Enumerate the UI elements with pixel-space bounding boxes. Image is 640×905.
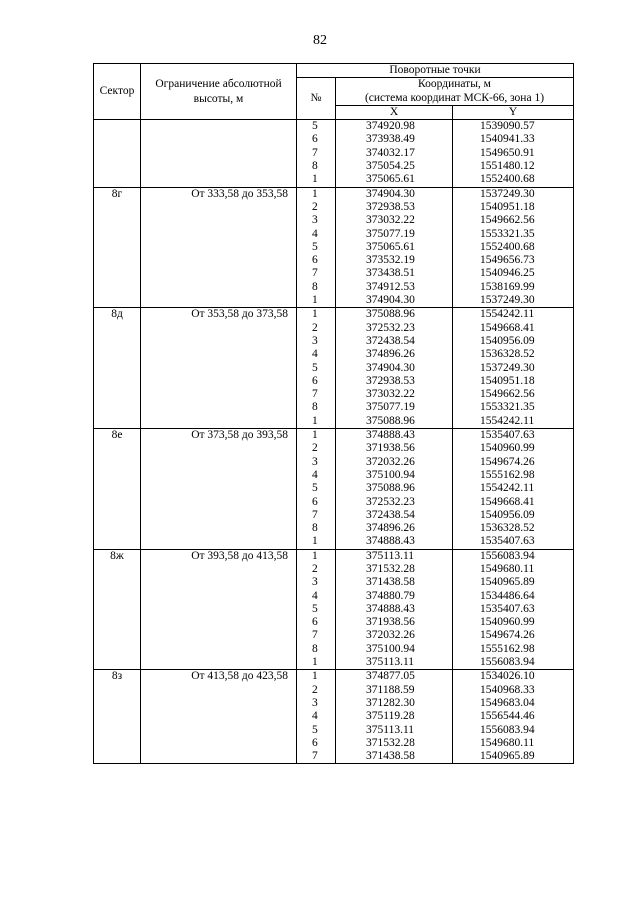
point-number-cell: 7 — [297, 267, 336, 280]
x-coordinate-cell: 372032.26 — [336, 629, 453, 642]
y-coordinate-cell: 1554242.11 — [453, 415, 574, 429]
point-number-cell: 2 — [297, 563, 336, 576]
point-number-cell: 8 — [297, 643, 336, 656]
limit-cell: От 393,58 до 413,58 — [141, 549, 297, 670]
point-number-cell: 1 — [297, 187, 336, 201]
point-number-cell: 1 — [297, 429, 336, 443]
y-coordinate-cell: 1549650.91 — [453, 147, 574, 160]
point-number-cell: 6 — [297, 496, 336, 509]
y-coordinate-cell: 1555162.98 — [453, 643, 574, 656]
y-coordinate-cell: 1537249.30 — [453, 362, 574, 375]
y-coordinate-cell: 1549662.56 — [453, 388, 574, 401]
point-number-cell: 5 — [297, 362, 336, 375]
y-coordinate-cell: 1554242.11 — [453, 308, 574, 322]
x-coordinate-cell: 371438.58 — [336, 576, 453, 589]
x-coordinate-cell: 374896.26 — [336, 522, 453, 535]
y-coordinate-cell: 1549683.04 — [453, 697, 574, 710]
y-coordinate-cell: 1552400.68 — [453, 173, 574, 187]
x-coordinate-cell: 374904.30 — [336, 187, 453, 201]
y-coordinate-cell: 1540965.89 — [453, 750, 574, 764]
x-coordinate-cell: 375065.61 — [336, 173, 453, 187]
limit-cell — [141, 120, 297, 187]
x-coordinate-cell: 375113.11 — [336, 656, 453, 670]
x-coordinate-cell: 375100.94 — [336, 643, 453, 656]
point-number-cell: 6 — [297, 254, 336, 267]
page-number: 82 — [313, 33, 327, 48]
point-number-cell: 3 — [297, 456, 336, 469]
point-number-cell: 1 — [297, 670, 336, 684]
point-number-cell: 4 — [297, 348, 336, 361]
y-coordinate-cell: 1540960.99 — [453, 616, 574, 629]
header-coord-system: (система координат МСК-66, зона 1) — [336, 92, 574, 106]
y-coordinate-cell: 1556083.94 — [453, 724, 574, 737]
sector-cell: 8г — [94, 187, 141, 308]
y-coordinate-cell: 1556544.46 — [453, 710, 574, 723]
y-coordinate-cell: 1554242.11 — [453, 482, 574, 495]
point-number-cell: 4 — [297, 228, 336, 241]
point-number-cell: 1 — [297, 549, 336, 563]
x-coordinate-cell: 375119.28 — [336, 710, 453, 723]
x-coordinate-cell: 372438.54 — [336, 335, 453, 348]
y-coordinate-cell: 1551480.12 — [453, 160, 574, 173]
table-row — [94, 187, 574, 201]
point-number-cell: 5 — [297, 724, 336, 737]
table-row — [94, 670, 574, 684]
y-coordinate-cell: 1549674.26 — [453, 629, 574, 642]
header-y: Y — [453, 105, 574, 119]
point-number-cell: 2 — [297, 684, 336, 697]
y-coordinate-cell: 1553321.35 — [453, 401, 574, 414]
x-coordinate-cell: 375088.96 — [336, 308, 453, 322]
y-coordinate-cell: 1535407.63 — [453, 535, 574, 549]
header-number: № — [297, 78, 336, 120]
coordinates-table — [93, 63, 574, 764]
point-number-cell: 4 — [297, 590, 336, 603]
point-number-cell: 7 — [297, 147, 336, 160]
x-coordinate-cell: 372438.54 — [336, 509, 453, 522]
y-coordinate-cell: 1552400.68 — [453, 241, 574, 254]
header-x: X — [336, 105, 453, 119]
x-coordinate-cell: 374896.26 — [336, 348, 453, 361]
limit-cell: От 333,58 до 353,58 — [141, 187, 297, 308]
point-number-cell: 3 — [297, 335, 336, 348]
point-number-cell: 7 — [297, 750, 336, 764]
point-number-cell: 7 — [297, 509, 336, 522]
point-number-cell: 6 — [297, 133, 336, 146]
point-number-cell: 3 — [297, 576, 336, 589]
x-coordinate-cell: 374904.30 — [336, 294, 453, 308]
x-coordinate-cell: 375113.11 — [336, 724, 453, 737]
x-coordinate-cell: 374888.43 — [336, 603, 453, 616]
y-coordinate-cell: 1549668.41 — [453, 322, 574, 335]
x-coordinate-cell: 373532.19 — [336, 254, 453, 267]
point-number-cell: 1 — [297, 294, 336, 308]
point-number-cell: 4 — [297, 469, 336, 482]
x-coordinate-cell: 371188.59 — [336, 684, 453, 697]
y-coordinate-cell: 1537249.30 — [453, 294, 574, 308]
point-number-cell: 6 — [297, 737, 336, 750]
point-number-cell: 2 — [297, 322, 336, 335]
table-row — [94, 549, 574, 563]
table-row — [94, 308, 574, 322]
x-coordinate-cell: 373438.51 — [336, 267, 453, 280]
x-coordinate-cell: 375088.96 — [336, 482, 453, 495]
point-number-cell: 3 — [297, 214, 336, 227]
point-number-cell: 1 — [297, 656, 336, 670]
point-number-cell: 7 — [297, 629, 336, 642]
point-number-cell: 2 — [297, 442, 336, 455]
y-coordinate-cell: 1537249.30 — [453, 187, 574, 201]
sector-block — [94, 429, 574, 550]
y-coordinate-cell: 1556083.94 — [453, 656, 574, 670]
x-coordinate-cell: 374888.43 — [336, 535, 453, 549]
x-coordinate-cell: 372938.53 — [336, 375, 453, 388]
point-number-cell: 1 — [297, 535, 336, 549]
y-coordinate-cell: 1540965.89 — [453, 576, 574, 589]
x-coordinate-cell: 371532.28 — [336, 737, 453, 750]
x-coordinate-cell: 371282.30 — [336, 697, 453, 710]
point-number-cell: 8 — [297, 522, 336, 535]
x-coordinate-cell: 375077.19 — [336, 228, 453, 241]
y-coordinate-cell: 1553321.35 — [453, 228, 574, 241]
point-number-cell: 5 — [297, 241, 336, 254]
x-coordinate-cell: 374912.53 — [336, 281, 453, 294]
limit-cell: От 353,58 до 373,58 — [141, 308, 297, 429]
y-coordinate-cell: 1535407.63 — [453, 429, 574, 443]
x-coordinate-cell: 371938.56 — [336, 442, 453, 455]
header-coords: Координаты, м — [336, 78, 574, 92]
y-coordinate-cell: 1549674.26 — [453, 456, 574, 469]
x-coordinate-cell: 374920.98 — [336, 120, 453, 134]
point-number-cell: 6 — [297, 616, 336, 629]
y-coordinate-cell: 1549656.73 — [453, 254, 574, 267]
limit-cell: От 413,58 до 423,58 — [141, 670, 297, 764]
y-coordinate-cell: 1540951.18 — [453, 375, 574, 388]
x-coordinate-cell: 373032.22 — [336, 214, 453, 227]
x-coordinate-cell: 372032.26 — [336, 456, 453, 469]
y-coordinate-cell: 1536328.52 — [453, 348, 574, 361]
y-coordinate-cell: 1549662.56 — [453, 214, 574, 227]
sector-cell: 8д — [94, 308, 141, 429]
x-coordinate-cell: 374904.30 — [336, 362, 453, 375]
x-coordinate-cell: 375054.25 — [336, 160, 453, 173]
y-coordinate-cell: 1549680.11 — [453, 737, 574, 750]
header-turning-points: Поворотные точки — [297, 64, 574, 78]
x-coordinate-cell: 372532.23 — [336, 496, 453, 509]
x-coordinate-cell: 372532.23 — [336, 322, 453, 335]
y-coordinate-cell: 1539090.57 — [453, 120, 574, 134]
x-coordinate-cell: 372938.53 — [336, 201, 453, 214]
x-coordinate-cell: 374032.17 — [336, 147, 453, 160]
y-coordinate-cell: 1535407.63 — [453, 603, 574, 616]
y-coordinate-cell: 1534486.64 — [453, 590, 574, 603]
table-row — [94, 120, 574, 134]
limit-cell: От 373,58 до 393,58 — [141, 429, 297, 550]
y-coordinate-cell: 1549680.11 — [453, 563, 574, 576]
x-coordinate-cell: 373032.22 — [336, 388, 453, 401]
point-number-cell: 7 — [297, 388, 336, 401]
sector-block — [94, 549, 574, 670]
sector-block — [94, 670, 574, 764]
point-number-cell: 5 — [297, 482, 336, 495]
point-number-cell: 4 — [297, 710, 336, 723]
header-sector: Сектор — [94, 64, 141, 120]
y-coordinate-cell: 1538169.99 — [453, 281, 574, 294]
x-coordinate-cell: 374880.79 — [336, 590, 453, 603]
x-coordinate-cell: 375065.61 — [336, 241, 453, 254]
point-number-cell: 6 — [297, 375, 336, 388]
x-coordinate-cell: 374877.05 — [336, 670, 453, 684]
y-coordinate-cell: 1540968.33 — [453, 684, 574, 697]
point-number-cell: 8 — [297, 281, 336, 294]
point-number-cell: 5 — [297, 120, 336, 134]
point-number-cell: 5 — [297, 603, 336, 616]
sector-cell — [94, 120, 141, 187]
sector-cell: 8е — [94, 429, 141, 550]
x-coordinate-cell: 371532.28 — [336, 563, 453, 576]
y-coordinate-cell: 1540960.99 — [453, 442, 574, 455]
y-coordinate-cell: 1534026.10 — [453, 670, 574, 684]
header-limit: Ограничение абсолютной высоты, м — [141, 64, 297, 120]
x-coordinate-cell: 375088.96 — [336, 415, 453, 429]
sector-block — [94, 308, 574, 429]
y-coordinate-cell: 1540941.33 — [453, 133, 574, 146]
x-coordinate-cell: 371438.58 — [336, 750, 453, 764]
point-number-cell: 1 — [297, 173, 336, 187]
table-header — [94, 64, 574, 120]
y-coordinate-cell: 1540956.09 — [453, 509, 574, 522]
sector-cell: 8з — [94, 670, 141, 764]
point-number-cell: 8 — [297, 160, 336, 173]
table-row — [94, 429, 574, 443]
point-number-cell: 3 — [297, 697, 336, 710]
point-number-cell: 1 — [297, 415, 336, 429]
y-coordinate-cell: 1555162.98 — [453, 469, 574, 482]
sector-block — [94, 187, 574, 308]
x-coordinate-cell: 375077.19 — [336, 401, 453, 414]
y-coordinate-cell: 1536328.52 — [453, 522, 574, 535]
point-number-cell: 2 — [297, 201, 336, 214]
y-coordinate-cell: 1549668.41 — [453, 496, 574, 509]
x-coordinate-cell: 375100.94 — [336, 469, 453, 482]
x-coordinate-cell: 375113.11 — [336, 549, 453, 563]
x-coordinate-cell: 373938.49 — [336, 133, 453, 146]
sector-cell: 8ж — [94, 549, 141, 670]
x-coordinate-cell: 371938.56 — [336, 616, 453, 629]
x-coordinate-cell: 374888.43 — [336, 429, 453, 443]
y-coordinate-cell: 1540946.25 — [453, 267, 574, 280]
y-coordinate-cell: 1540956.09 — [453, 335, 574, 348]
sector-block — [94, 120, 574, 187]
point-number-cell: 1 — [297, 308, 336, 322]
y-coordinate-cell: 1540951.18 — [453, 201, 574, 214]
y-coordinate-cell: 1556083.94 — [453, 549, 574, 563]
point-number-cell: 8 — [297, 401, 336, 414]
